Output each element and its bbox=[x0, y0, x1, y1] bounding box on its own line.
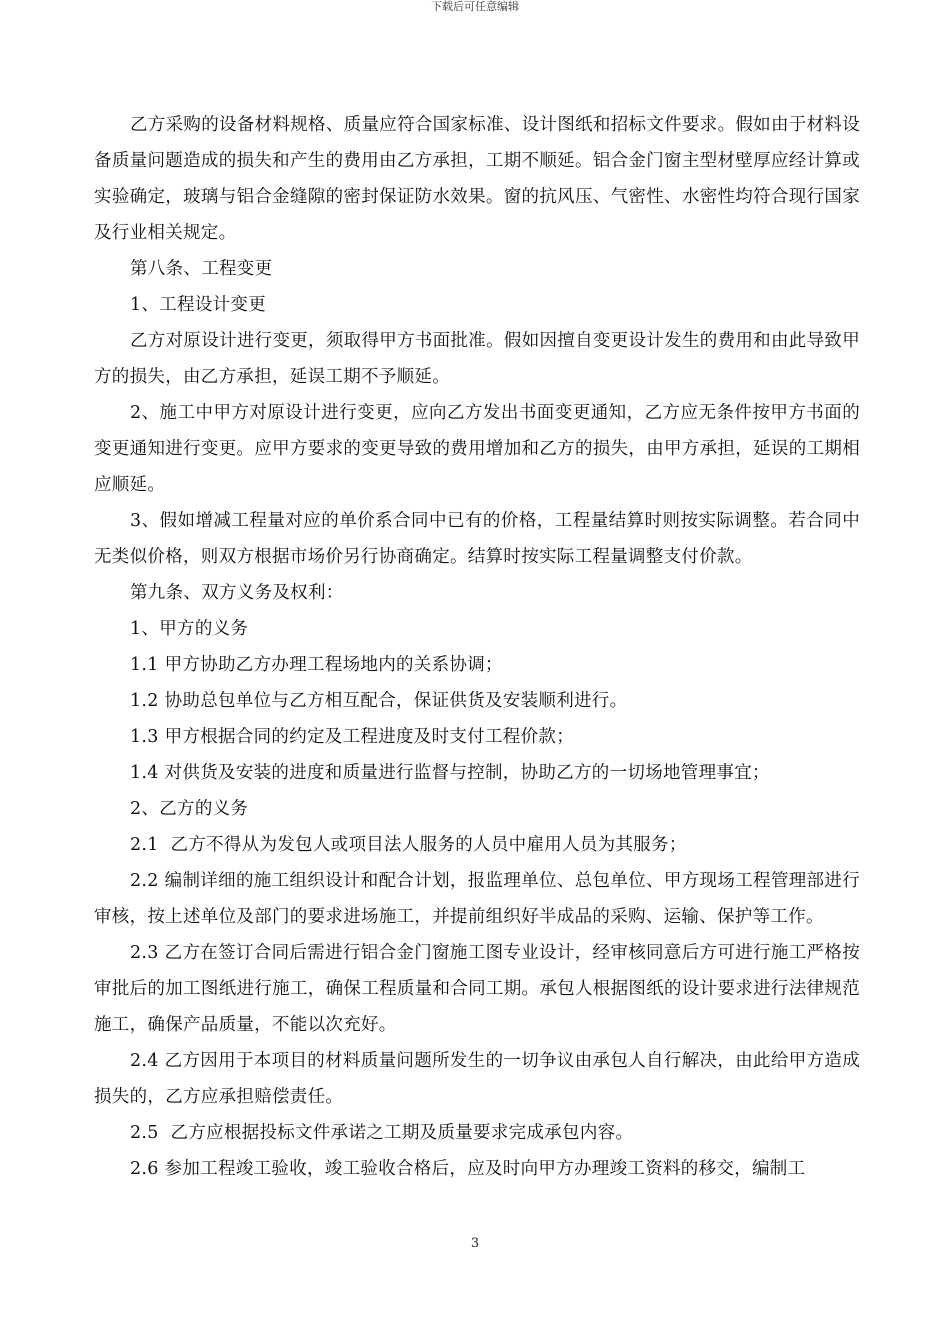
clause-1-3: 1.3 甲方根据合同的约定及工程进度及时支付工程价款； bbox=[130, 727, 574, 747]
page-header: 下载后可任意编辑 bbox=[431, 0, 519, 13]
clause-2-5: 2.5 乙方应根据投标文件承诺之工期及质量要求完成承包内容。 bbox=[130, 1123, 634, 1143]
page-number: 3 bbox=[470, 1236, 480, 1251]
paragraph-quantity-adjustment: 3、假如增减工程量对应的单价系合同中已有的价格，工程量结算时则按实际调整。若合同中无类似价格，则双方根据市场价另行协商确定。结算时按实际工程量调整支付价款。 bbox=[94, 511, 860, 567]
paragraph-materials: 乙方采购的设备材料规格、质量应符合国家标准、设计图纸和招标文件要求。假如由于材料设备质量问题造成的损失和产生的费用由乙方承担，工期不顺延。铝合金门窗主型材壁厚应经计算或实验确定，玻璃与铝合金缝隙的密封保证防水效果。窗的抗风压、气密性、水密性均符合现行国家及行业相关规定。 bbox=[94, 115, 860, 243]
paragraph-change-notice: 2、施工中甲方对原设计进行变更，应向乙方发出书面变更通知，乙方应无条件按甲方书面的变更通知进行变更。应甲方要求的变更导致的费用增加和乙方的损失，由甲方承担，延误的工期相应顺延。 bbox=[94, 403, 860, 495]
clause-2-3: 2.3 乙方在签订合同后需进行铝合金门窗施工图专业设计，经审核同意后方可进行施工严格按审批后的加工图纸进行施工，确保工程质量和合同工期。承包人根据图纸的设计要求进行法律规范施工，确保产品质量，不能以次充好。 bbox=[94, 943, 860, 1035]
clause-1-2: 1.2 协助总包单位与乙方相互配合，保证供货及安装顺利进行。 bbox=[130, 691, 628, 711]
section-1-heading: 1、工程设计变更 bbox=[130, 295, 267, 315]
article-8-heading: 第八条、工程变更 bbox=[130, 259, 273, 279]
clause-1-4: 1.4 对供货及安装的进度和质量进行监督与控制，协助乙方的一切场地管理事宜； bbox=[130, 763, 770, 783]
paragraph-design-change: 乙方对原设计进行变更，须取得甲方书面批准。假如因擅自变更设计发生的费用和由此导致甲方的损失，由乙方承担，延误工期不予顺延。 bbox=[94, 331, 860, 387]
clause-2-4: 2.4 乙方因用于本项目的材料质量问题所发生的一切争议由承包人自行解决，由此给甲方造成损失的，乙方应承担赔偿责任。 bbox=[94, 1051, 860, 1107]
party-a-obligations-heading: 1、甲方的义务 bbox=[130, 619, 249, 639]
party-b-obligations-heading: 2、乙方的义务 bbox=[130, 799, 249, 819]
article-9-heading: 第九条、双方义务及权利： bbox=[130, 583, 344, 603]
clause-2-1: 2.1 乙方不得从为发包人或项目法人服务的人员中雇用人员为其服务； bbox=[130, 835, 687, 855]
document-body bbox=[94, 107, 860, 1187]
clause-1-1: 1.1 甲方协助乙方办理工程场地内的关系协调； bbox=[130, 655, 503, 675]
clause-2-6: 2.6 参加工程竣工验收，竣工验收合格后，应及时向甲方办理竣工资料的移交，编制工 bbox=[130, 1159, 806, 1179]
clause-2-2: 2.2 编制详细的施工组织设计和配合计划，报监理单位、总包单位、甲方现场工程管理部进行审核，按上述单位及部门的要求进场施工，并提前组织好半成品的采购、运输、保护等工作。 bbox=[94, 871, 860, 927]
